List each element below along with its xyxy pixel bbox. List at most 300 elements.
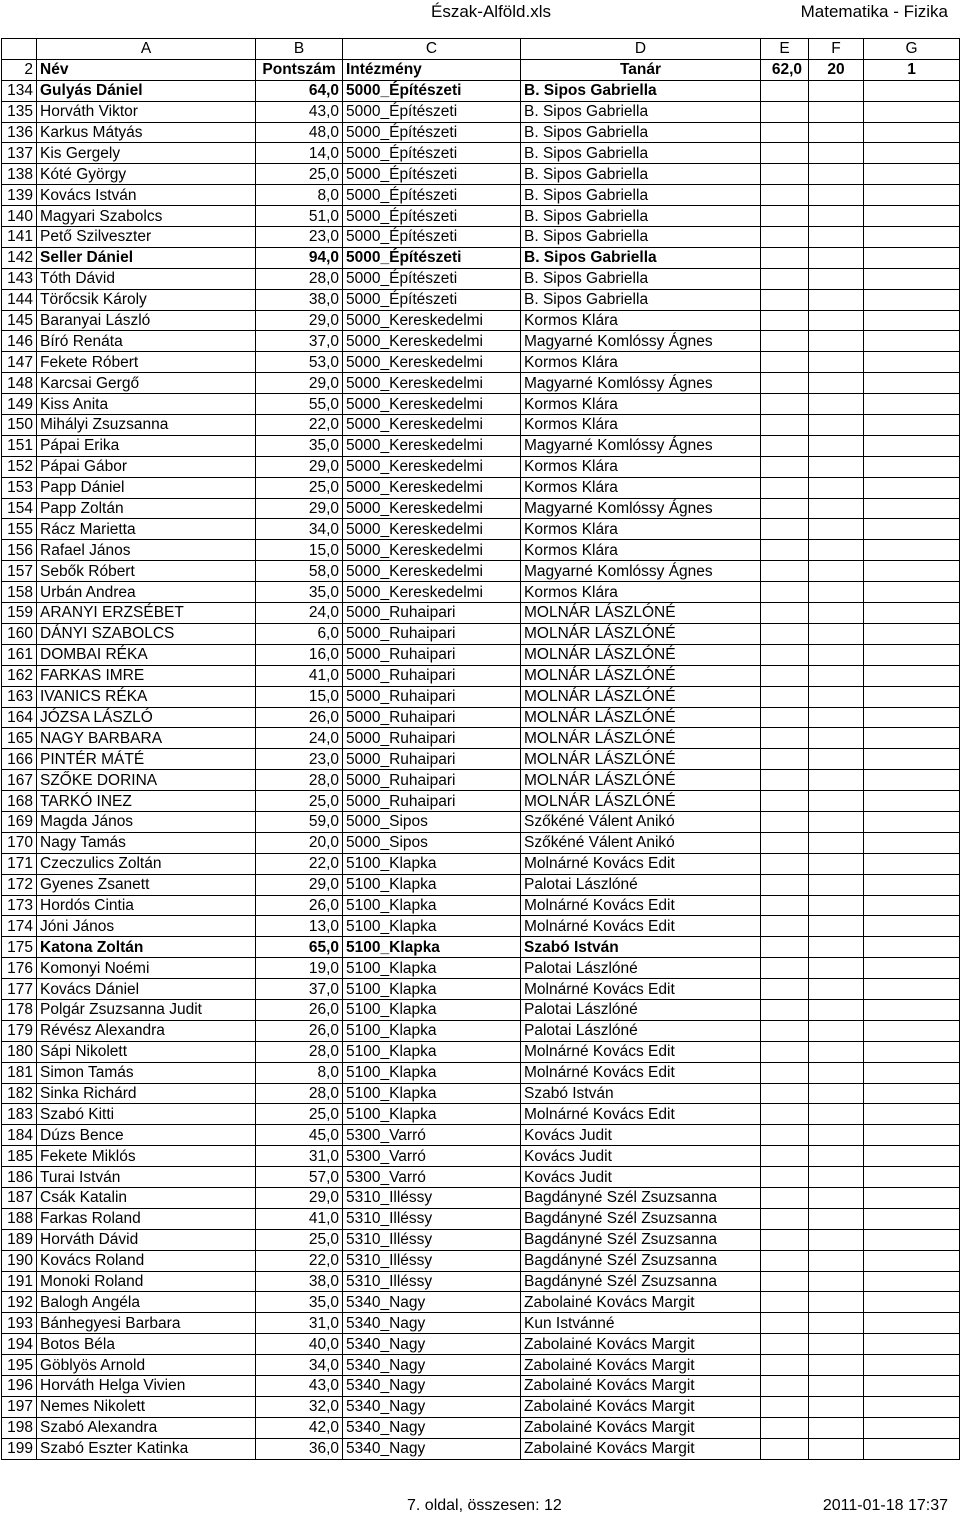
- empty-cell: [761, 832, 809, 853]
- table-row: [2, 623, 960, 644]
- score-value: 38,0: [256, 1271, 343, 1292]
- row-index: 183: [2, 1104, 37, 1125]
- institution: 5000_Ruhaipari: [343, 707, 521, 728]
- empty-cell: [864, 1396, 960, 1417]
- student-name: Pető Szilveszter: [37, 227, 256, 248]
- institution: 5100_Klapka: [343, 853, 521, 874]
- empty-cell: [761, 1271, 809, 1292]
- page-info: 7. oldal, összesen: 12: [407, 1497, 562, 1514]
- empty-cell: [761, 1438, 809, 1459]
- table-row: [2, 435, 960, 456]
- row-index: 182: [2, 1083, 37, 1104]
- student-name: Sinka Richárd: [37, 1083, 256, 1104]
- institution: 5340_Nagy: [343, 1334, 521, 1355]
- teacher-name: Kormos Klára: [521, 477, 761, 498]
- empty-cell: [809, 310, 864, 331]
- teacher-name: B. Sipos Gabriella: [521, 164, 761, 185]
- score-value: 29,0: [256, 456, 343, 477]
- student-name: Botos Béla: [37, 1334, 256, 1355]
- empty-cell: [761, 644, 809, 665]
- student-name: Sápi Nikolett: [37, 1041, 256, 1062]
- student-name: JÓZSA LÁSZLÓ: [37, 707, 256, 728]
- institution: 5100_Klapka: [343, 937, 521, 958]
- table-row: [2, 310, 960, 331]
- empty-cell: [809, 1355, 864, 1376]
- score-value: 6,0: [256, 623, 343, 644]
- header-teacher: Tanár: [521, 59, 761, 80]
- row-index: 193: [2, 1313, 37, 1334]
- score-value: 24,0: [256, 728, 343, 749]
- empty-cell: [864, 1229, 960, 1250]
- row-index: 138: [2, 164, 37, 185]
- row-index: 141: [2, 227, 37, 248]
- empty-cell: [864, 1083, 960, 1104]
- score-value: 43,0: [256, 1376, 343, 1397]
- institution: 5000_Kereskedelmi: [343, 477, 521, 498]
- header-name: Név: [37, 59, 256, 80]
- teacher-name: Palotai Lászlóné: [521, 958, 761, 979]
- score-value: 15,0: [256, 686, 343, 707]
- row-index: 194: [2, 1334, 37, 1355]
- empty-cell: [809, 582, 864, 603]
- empty-cell: [864, 582, 960, 603]
- score-value: 31,0: [256, 1146, 343, 1167]
- empty-cell: [761, 665, 809, 686]
- empty-cell: [809, 540, 864, 561]
- row-index: 191: [2, 1271, 37, 1292]
- student-name: Kovács Roland: [37, 1250, 256, 1271]
- institution: 5000_Kereskedelmi: [343, 582, 521, 603]
- student-name: DOMBAI RÉKA: [37, 644, 256, 665]
- empty-cell: [761, 999, 809, 1020]
- row-index: 136: [2, 122, 37, 143]
- empty-cell: [864, 143, 960, 164]
- empty-cell: [809, 832, 864, 853]
- student-name: Karcsai Gergő: [37, 373, 256, 394]
- empty-cell: [761, 1146, 809, 1167]
- institution: 5300_Varró: [343, 1125, 521, 1146]
- empty-cell: [809, 1229, 864, 1250]
- score-value: 43,0: [256, 101, 343, 122]
- score-value: 22,0: [256, 853, 343, 874]
- row-index: 189: [2, 1229, 37, 1250]
- empty-cell: [761, 185, 809, 206]
- institution: 5000_Ruhaipari: [343, 603, 521, 624]
- score-value: 45,0: [256, 1125, 343, 1146]
- teacher-name: Bagdányné Szél Zsuzsanna: [521, 1229, 761, 1250]
- row-index: 181: [2, 1062, 37, 1083]
- score-value: 34,0: [256, 519, 343, 540]
- empty-cell: [809, 644, 864, 665]
- row-index: 160: [2, 623, 37, 644]
- empty-cell: [761, 791, 809, 812]
- header-row-index: 2: [2, 59, 37, 80]
- institution: 5000_Építészeti: [343, 247, 521, 268]
- student-name: Komonyi Noémi: [37, 958, 256, 979]
- institution: 5100_Klapka: [343, 1041, 521, 1062]
- empty-cell: [864, 164, 960, 185]
- empty-cell: [809, 1104, 864, 1125]
- teacher-name: MOLNÁR LÁSZLÓNÉ: [521, 770, 761, 791]
- empty-cell: [761, 749, 809, 770]
- empty-cell: [761, 1125, 809, 1146]
- score-value: 36,0: [256, 1438, 343, 1459]
- column-letter: G: [864, 39, 960, 60]
- row-index: 185: [2, 1146, 37, 1167]
- student-name: Sebők Róbert: [37, 561, 256, 582]
- empty-cell: [864, 1292, 960, 1313]
- empty-cell: [864, 874, 960, 895]
- institution: 5000_Építészeti: [343, 80, 521, 101]
- teacher-name: Zabolainé Kovács Margit: [521, 1292, 761, 1313]
- score-value: 32,0: [256, 1396, 343, 1417]
- table-row: [2, 1146, 960, 1167]
- row-index: 134: [2, 80, 37, 101]
- empty-cell: [761, 1041, 809, 1062]
- teacher-name: B. Sipos Gabriella: [521, 80, 761, 101]
- empty-cell: [809, 1396, 864, 1417]
- teacher-name: Molnárné Kovács Edit: [521, 979, 761, 1000]
- table-row: [2, 770, 960, 791]
- student-name: Kis Gergely: [37, 143, 256, 164]
- empty-cell: [864, 1062, 960, 1083]
- empty-cell: [809, 1376, 864, 1397]
- student-name: Urbán Andrea: [37, 582, 256, 603]
- institution: 5000_Ruhaipari: [343, 749, 521, 770]
- row-index: 173: [2, 895, 37, 916]
- student-name: Szabó Eszter Katinka: [37, 1438, 256, 1459]
- institution: 5310_Illéssy: [343, 1208, 521, 1229]
- empty-cell: [864, 477, 960, 498]
- teacher-name: B. Sipos Gabriella: [521, 247, 761, 268]
- row-index: 196: [2, 1376, 37, 1397]
- empty-cell: [761, 1167, 809, 1188]
- empty-cell: [864, 686, 960, 707]
- teacher-name: Magyarné Komlóssy Ágnes: [521, 331, 761, 352]
- empty-cell: [809, 122, 864, 143]
- institution: 5000_Építészeti: [343, 164, 521, 185]
- empty-cell: [864, 603, 960, 624]
- empty-cell: [761, 874, 809, 895]
- institution: 5100_Klapka: [343, 979, 521, 1000]
- teacher-name: B. Sipos Gabriella: [521, 289, 761, 310]
- teacher-name: B. Sipos Gabriella: [521, 185, 761, 206]
- row-index: 143: [2, 268, 37, 289]
- empty-cell: [864, 185, 960, 206]
- empty-cell: [809, 415, 864, 436]
- empty-cell: [864, 832, 960, 853]
- empty-cell: [809, 185, 864, 206]
- empty-cell: [864, 289, 960, 310]
- empty-cell: [809, 1417, 864, 1438]
- empty-cell: [864, 1167, 960, 1188]
- empty-cell: [864, 707, 960, 728]
- table-row: [2, 268, 960, 289]
- student-name: Gulyás Dániel: [37, 80, 256, 101]
- empty-cell: [809, 895, 864, 916]
- score-value: 40,0: [256, 1334, 343, 1355]
- empty-cell: [809, 707, 864, 728]
- teacher-name: Szabó István: [521, 1083, 761, 1104]
- empty-cell: [864, 331, 960, 352]
- empty-cell: [864, 1334, 960, 1355]
- table-row: [2, 1292, 960, 1313]
- empty-cell: [809, 498, 864, 519]
- empty-cell: [809, 456, 864, 477]
- student-name: Balogh Angéla: [37, 1292, 256, 1313]
- row-index: 163: [2, 686, 37, 707]
- page-header: [0, 0, 960, 26]
- institution: 5000_Építészeti: [343, 101, 521, 122]
- empty-cell: [809, 791, 864, 812]
- institution: 5000_Kereskedelmi: [343, 498, 521, 519]
- empty-cell: [864, 1146, 960, 1167]
- empty-cell: [809, 1271, 864, 1292]
- empty-cell: [761, 143, 809, 164]
- row-index: 159: [2, 603, 37, 624]
- table-row: [2, 853, 960, 874]
- row-index: 197: [2, 1396, 37, 1417]
- student-name: NAGY BARBARA: [37, 728, 256, 749]
- institution: 5100_Klapka: [343, 916, 521, 937]
- empty-cell: [761, 1355, 809, 1376]
- row-index: 151: [2, 435, 37, 456]
- student-name: Bíró Renáta: [37, 331, 256, 352]
- student-name: Polgár Zsuzsanna Judit: [37, 999, 256, 1020]
- student-name: Seller Dániel: [37, 247, 256, 268]
- row-index: 144: [2, 289, 37, 310]
- student-name: Fekete Miklós: [37, 1146, 256, 1167]
- institution: 5000_Építészeti: [343, 227, 521, 248]
- header-g-value: 1: [864, 59, 960, 80]
- empty-cell: [761, 1208, 809, 1229]
- table-row: [2, 1229, 960, 1250]
- institution: 5000_Ruhaipari: [343, 623, 521, 644]
- table-row: [2, 1187, 960, 1208]
- empty-cell: [761, 1396, 809, 1417]
- empty-cell: [761, 206, 809, 227]
- row-index: 170: [2, 832, 37, 853]
- row-index: 190: [2, 1250, 37, 1271]
- row-index: 140: [2, 206, 37, 227]
- score-value: 26,0: [256, 895, 343, 916]
- empty-cell: [761, 331, 809, 352]
- teacher-name: Kormos Klára: [521, 456, 761, 477]
- row-index: 148: [2, 373, 37, 394]
- row-index: 169: [2, 811, 37, 832]
- student-name: Horváth Dávid: [37, 1229, 256, 1250]
- header-score: Pontszám: [256, 59, 343, 80]
- teacher-name: Palotai Lászlóné: [521, 874, 761, 895]
- score-value: 25,0: [256, 1104, 343, 1125]
- table-row: [2, 665, 960, 686]
- empty-cell: [864, 1104, 960, 1125]
- column-letter-row: [2, 39, 960, 60]
- table-row: [2, 1083, 960, 1104]
- institution: 5000_Kereskedelmi: [343, 519, 521, 540]
- score-value: 37,0: [256, 331, 343, 352]
- institution: 5340_Nagy: [343, 1396, 521, 1417]
- empty-cell: [809, 289, 864, 310]
- empty-cell: [809, 143, 864, 164]
- table-row: [2, 1396, 960, 1417]
- empty-cell: [761, 1020, 809, 1041]
- empty-cell: [761, 895, 809, 916]
- empty-cell: [761, 456, 809, 477]
- empty-cell: [761, 289, 809, 310]
- teacher-name: Zabolainé Kovács Margit: [521, 1438, 761, 1459]
- table-row: [2, 540, 960, 561]
- row-index: 192: [2, 1292, 37, 1313]
- teacher-name: Kormos Klára: [521, 519, 761, 540]
- institution: 5300_Varró: [343, 1146, 521, 1167]
- teacher-name: Kormos Klára: [521, 415, 761, 436]
- institution: 5000_Építészeti: [343, 122, 521, 143]
- empty-cell: [809, 1208, 864, 1229]
- row-index: 179: [2, 1020, 37, 1041]
- score-value: 25,0: [256, 1229, 343, 1250]
- empty-cell: [761, 415, 809, 436]
- table-row: [2, 895, 960, 916]
- table-row: [2, 1041, 960, 1062]
- table-row: [2, 122, 960, 143]
- row-index: 199: [2, 1438, 37, 1459]
- score-value: 94,0: [256, 247, 343, 268]
- empty-cell: [761, 603, 809, 624]
- institution: 5100_Klapka: [343, 1020, 521, 1041]
- score-value: 34,0: [256, 1355, 343, 1376]
- table-row: [2, 1167, 960, 1188]
- table-row: [2, 791, 960, 812]
- empty-cell: [761, 979, 809, 1000]
- column-letter: C: [343, 39, 521, 60]
- teacher-name: MOLNÁR LÁSZLÓNÉ: [521, 707, 761, 728]
- institution: 5100_Klapka: [343, 1062, 521, 1083]
- row-index: 157: [2, 561, 37, 582]
- empty-cell: [809, 435, 864, 456]
- empty-cell: [809, 1334, 864, 1355]
- empty-cell: [761, 268, 809, 289]
- empty-cell: [761, 582, 809, 603]
- teacher-name: Magyarné Komlóssy Ágnes: [521, 373, 761, 394]
- empty-cell: [864, 206, 960, 227]
- empty-cell: [761, 394, 809, 415]
- student-name: Révész Alexandra: [37, 1020, 256, 1041]
- print-timestamp: 2011-01-18 17:37: [822, 1497, 948, 1514]
- row-index: 165: [2, 728, 37, 749]
- teacher-name: Bagdányné Szél Zsuzsanna: [521, 1187, 761, 1208]
- table-row: [2, 415, 960, 436]
- column-letter: D: [521, 39, 761, 60]
- empty-cell: [809, 1313, 864, 1334]
- score-value: 28,0: [256, 1041, 343, 1062]
- empty-cell: [864, 937, 960, 958]
- institution: 5000_Ruhaipari: [343, 686, 521, 707]
- row-index: 156: [2, 540, 37, 561]
- student-name: Mihályi Zsuzsanna: [37, 415, 256, 436]
- empty-cell: [809, 80, 864, 101]
- empty-cell: [864, 1125, 960, 1146]
- teacher-name: Molnárné Kovács Edit: [521, 853, 761, 874]
- row-index: 174: [2, 916, 37, 937]
- student-name: FARKAS IMRE: [37, 665, 256, 686]
- institution: 5000_Ruhaipari: [343, 644, 521, 665]
- score-value: 35,0: [256, 1292, 343, 1313]
- institution: 5300_Varró: [343, 1167, 521, 1188]
- score-value: 65,0: [256, 937, 343, 958]
- file-name: Észak-Alföld.xls: [431, 2, 551, 21]
- empty-cell: [809, 623, 864, 644]
- empty-cell: [864, 561, 960, 582]
- empty-cell: [761, 1250, 809, 1271]
- empty-cell: [809, 268, 864, 289]
- empty-cell: [809, 477, 864, 498]
- empty-cell: [761, 1187, 809, 1208]
- institution: 5340_Nagy: [343, 1376, 521, 1397]
- score-value: 28,0: [256, 770, 343, 791]
- row-index: 139: [2, 185, 37, 206]
- empty-cell: [761, 707, 809, 728]
- empty-cell: [761, 623, 809, 644]
- row-index: 172: [2, 874, 37, 895]
- score-value: 58,0: [256, 561, 343, 582]
- student-name: Törőcsik Károly: [37, 289, 256, 310]
- empty-cell: [761, 247, 809, 268]
- score-value: 55,0: [256, 394, 343, 415]
- subject-title: Matematika - Fizika: [800, 2, 948, 21]
- score-value: 57,0: [256, 1167, 343, 1188]
- empty-cell: [809, 206, 864, 227]
- table-row: [2, 1355, 960, 1376]
- empty-cell: [864, 247, 960, 268]
- empty-cell: [809, 352, 864, 373]
- empty-cell: [761, 373, 809, 394]
- table-row: [2, 707, 960, 728]
- empty-cell: [809, 1187, 864, 1208]
- table-row: [2, 477, 960, 498]
- empty-cell: [864, 1355, 960, 1376]
- empty-cell: [761, 1376, 809, 1397]
- student-name: Rácz Marietta: [37, 519, 256, 540]
- score-value: 23,0: [256, 227, 343, 248]
- empty-cell: [761, 728, 809, 749]
- score-value: 20,0: [256, 832, 343, 853]
- score-value: 14,0: [256, 143, 343, 164]
- student-name: Papp Dániel: [37, 477, 256, 498]
- table-row: [2, 603, 960, 624]
- institution: 5000_Sipos: [343, 832, 521, 853]
- empty-cell: [809, 164, 864, 185]
- empty-cell: [761, 227, 809, 248]
- score-value: 29,0: [256, 874, 343, 895]
- empty-cell: [809, 101, 864, 122]
- institution: 5000_Sipos: [343, 811, 521, 832]
- student-name: Farkas Roland: [37, 1208, 256, 1229]
- score-value: 15,0: [256, 540, 343, 561]
- empty-cell: [809, 999, 864, 1020]
- empty-cell: [761, 958, 809, 979]
- empty-cell: [761, 310, 809, 331]
- institution: 5100_Klapka: [343, 1104, 521, 1125]
- score-value: 29,0: [256, 373, 343, 394]
- teacher-name: Zabolainé Kovács Margit: [521, 1334, 761, 1355]
- teacher-name: B. Sipos Gabriella: [521, 268, 761, 289]
- table-row: [2, 289, 960, 310]
- table-row: [2, 1125, 960, 1146]
- institution: 5000_Kereskedelmi: [343, 352, 521, 373]
- teacher-name: MOLNÁR LÁSZLÓNÉ: [521, 665, 761, 686]
- score-value: 29,0: [256, 1187, 343, 1208]
